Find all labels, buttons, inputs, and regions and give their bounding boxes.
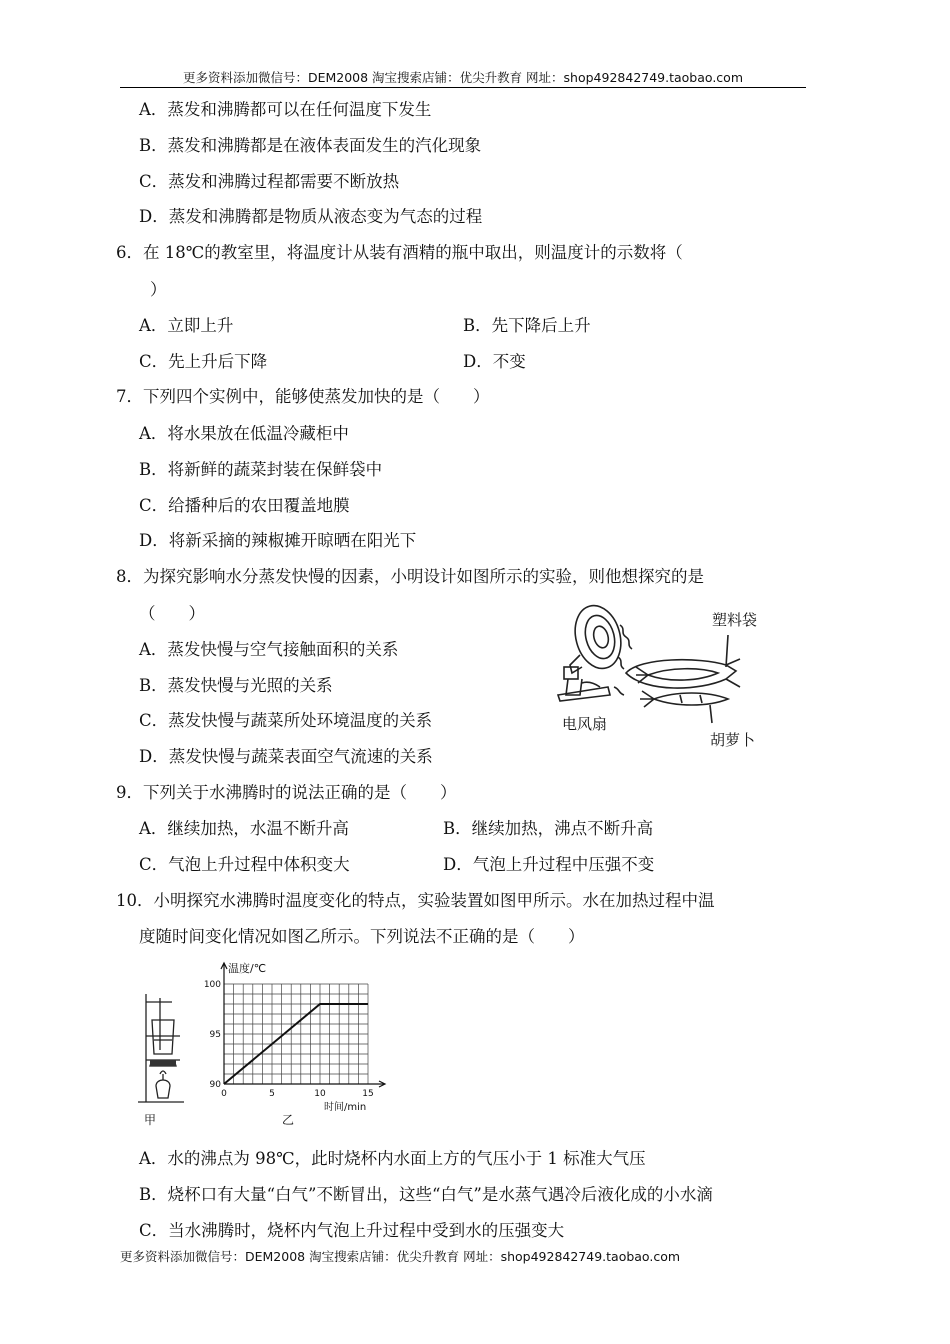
q8-option-d: D．蒸发快慢与蔬菜表面空气流速的关系 <box>139 747 433 766</box>
q8-option-b: B．蒸发快慢与光照的关系 <box>139 676 333 695</box>
q5-option-c: C．蒸发和沸腾过程都需要不断放热 <box>139 172 400 191</box>
q7-stem: 7．下列四个实例中，能够使蒸发加快的是（ ） <box>116 387 490 406</box>
y-tick-label: 95 <box>209 1030 221 1040</box>
q6-option-a: A．立即上升 <box>139 316 234 335</box>
q8-stem-end: （ ） <box>139 604 205 623</box>
q5-option-d: D．蒸发和沸腾都是物质从液态变为气态的过程 <box>139 207 483 226</box>
header-rule <box>120 87 806 88</box>
x-tick-label: 0 <box>221 1089 227 1099</box>
q7-option-a: A．将水果放在低温冷藏柜中 <box>139 424 349 443</box>
q6-option-d: D．不变 <box>463 352 526 371</box>
q7-option-c: C．给播种后的农田覆盖地膜 <box>139 496 350 515</box>
q8-option-a: A．蒸发快慢与空气接触面积的关系 <box>139 640 399 659</box>
x-tick-label: 15 <box>362 1089 374 1099</box>
q10-option-a: A．水的沸点为 98℃，此时烧杯内水面上方的气压小于 1 标准大气压 <box>139 1149 646 1168</box>
boiling-apparatus-figure <box>132 990 194 1130</box>
q7-option-d: D．将新采摘的辣椒摊开晾晒在阳光下 <box>139 531 417 550</box>
q6-stem-end: ） <box>150 280 167 299</box>
fan-carrot-figure <box>550 595 800 755</box>
q8-stem: 8．为探究影响水分蒸发快慢的因素，小明设计如图所示的实验，则他想探究的是 <box>116 567 704 586</box>
page-header: 更多资料添加微信号：DEM2008 淘宝搜索店铺：优尖升教育 网址：shop492842749.taobao.com <box>182 70 744 85</box>
y-tick-label: 100 <box>203 980 221 990</box>
chart-axes <box>221 963 385 1087</box>
q9-stem: 9．下列关于水沸腾时的说法正确的是（ ） <box>116 783 457 802</box>
carrot <box>654 693 728 705</box>
q8-option-c: C．蒸发快慢与蔬菜所处环境温度的关系 <box>139 711 433 730</box>
label-plastic-bag: 塑料袋 <box>712 611 758 629</box>
page-footer: 更多资料添加微信号：DEM2008 淘宝搜索店铺：优尖升教育 网址：shop492842749.taobao.com <box>120 1249 681 1264</box>
q9-option-d: D．气泡上升过程中压强不变 <box>443 855 655 874</box>
q10-option-c: C．当水沸腾时，烧杯内气泡上升过程中受到水的压强变大 <box>139 1221 565 1240</box>
q9-option-a: A．继续加热，水温不断升高 <box>139 819 349 838</box>
q7-option-b: B．将新鲜的蔬菜封装在保鲜袋中 <box>139 460 383 479</box>
chart-ticks <box>204 980 374 1099</box>
chart-grid <box>224 984 368 1084</box>
fan-head <box>568 600 627 673</box>
label-carrot: 胡萝卜 <box>710 731 756 749</box>
q6-option-b: B．先下降后上升 <box>463 316 591 335</box>
x-tick-label: 10 <box>314 1089 326 1099</box>
x-axis-label: 时间/min <box>324 1102 367 1113</box>
q6-option-c: C．先上升后下降 <box>139 352 268 371</box>
y-tick-label: 90 <box>209 1080 221 1090</box>
temperature-time-chart <box>200 958 390 1130</box>
q5-option-a: A．蒸发和沸腾都可以在任何温度下发生 <box>139 100 432 119</box>
plastic-bag <box>626 660 736 688</box>
fig-a-caption: 甲 <box>144 1113 157 1127</box>
q6-stem: 6．在 18℃的教室里，将温度计从装有酒精的瓶中取出，则温度计的示数将（ <box>116 243 683 262</box>
fig-b-caption: 乙 <box>282 1113 295 1127</box>
q10-option-b: B．烧杯口有大量“白气”不断冒出，这些“白气”是水蒸气遇冷后液化成的小水滴 <box>139 1185 713 1204</box>
x-tick-label: 5 <box>269 1089 275 1099</box>
label-fan: 电风扇 <box>562 715 608 733</box>
q5-option-b: B．蒸发和沸腾都是在液体表面发生的汽化现象 <box>139 136 482 155</box>
q10-stem-cont: 度随时间变化情况如图乙所示。下列说法不正确的是（ ） <box>139 927 585 946</box>
q9-option-b: B．继续加热，沸点不断升高 <box>443 819 654 838</box>
q9-option-c: C．气泡上升过程中体积变大 <box>139 855 350 874</box>
y-axis-label: 温度/℃ <box>228 962 267 975</box>
q10-stem: 10．小明探究水沸腾时温度变化的特点，实验装置如图甲所示。水在加热过程中温 <box>116 891 715 910</box>
